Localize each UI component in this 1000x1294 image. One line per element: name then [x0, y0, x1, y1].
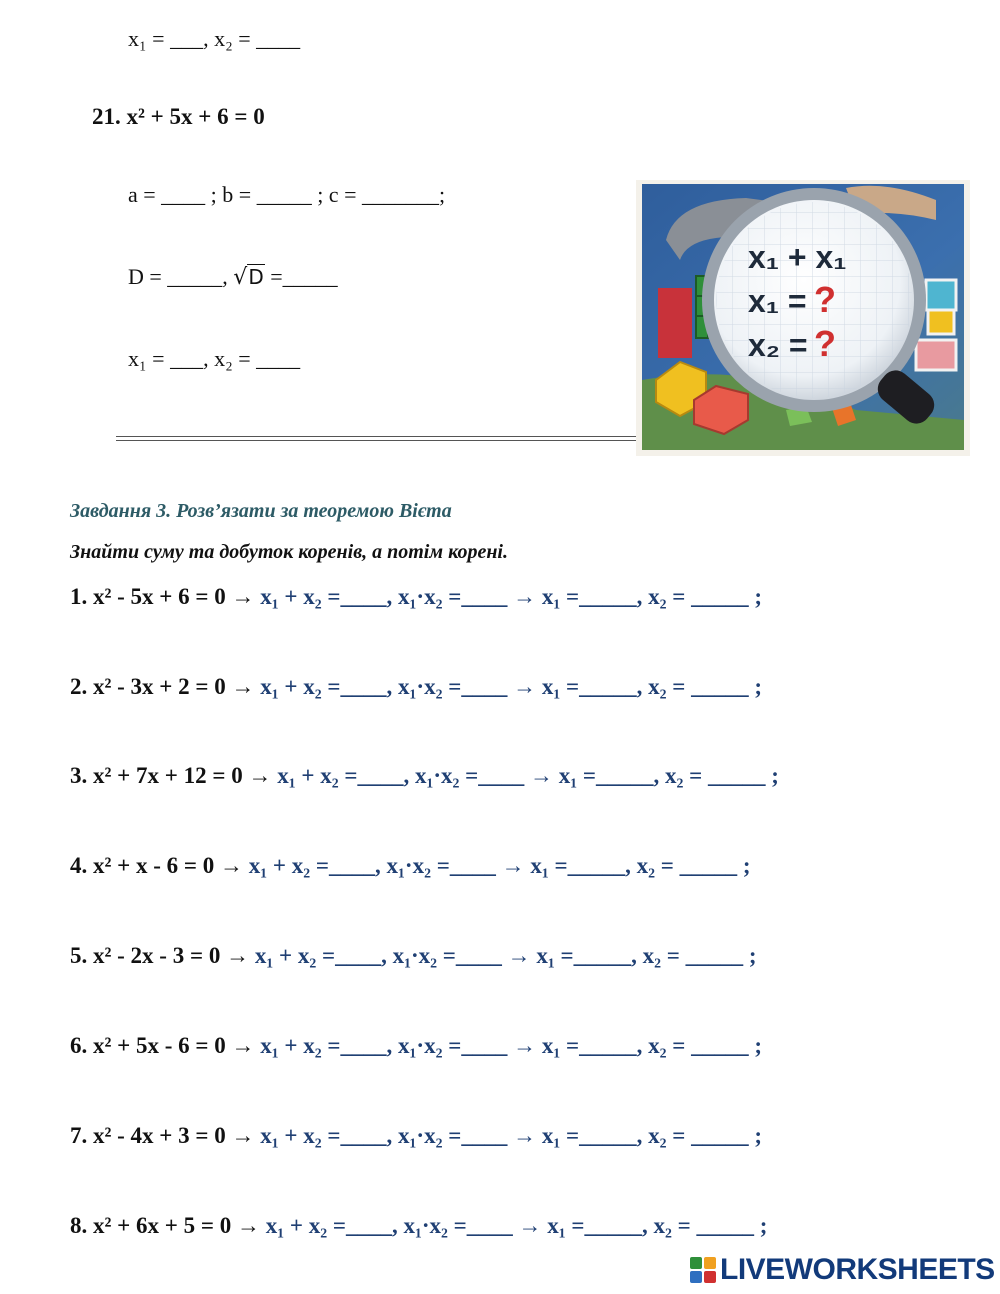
liveworksheets-logo-icon — [690, 1257, 716, 1283]
magnifier-illustration — [636, 180, 970, 456]
task-answer-blanks[interactable]: x₁ + x₂ =____, x₁·x₂ =____ → x₁ =_____, x₂ = _____ ; — [260, 1123, 763, 1148]
problem-21-title: 21. x² + 5x + 6 = 0 — [92, 104, 265, 129]
problem-21-roots: x₁ = ___, x₂ = ____ — [128, 346, 301, 371]
task-answer-blanks[interactable]: x₁ + x₂ =____, x₁·x₂ =____ → x₁ =_____, x₂ = _____ ; — [260, 584, 763, 609]
task-answer-blanks[interactable]: x₁ + x₂ =____, x₁·x₂ =____ → x₁ =_____, x₂ = _____ ; — [260, 674, 763, 699]
task-row — [70, 763, 779, 789]
task-equation: 8. x² + 6x + 5 = 0 → — [70, 1213, 266, 1238]
task-equation: 4. x² + x - 6 = 0 → — [70, 853, 249, 878]
sqrt-argument: D — [248, 265, 264, 289]
yellow-tile — [928, 310, 954, 334]
task-answer-blanks[interactable]: x₁ + x₂ =____, x₁·x₂ =____ → x₁ =_____, x₂ = _____ ; — [260, 1033, 763, 1058]
illustration-line-2: x₁ = — [748, 283, 807, 319]
question-mark-1: ? — [814, 279, 836, 320]
task-equation: 3. x² + 7x + 12 = 0 → — [70, 763, 278, 788]
discriminant-label: D = _____, — [128, 264, 228, 289]
task-row — [70, 1213, 767, 1239]
sqrt-answer-blank: =_____ — [264, 264, 338, 289]
task-row — [70, 943, 757, 969]
task-answer-blanks[interactable]: x₁ + x₂ =____, x₁·x₂ =____ → x₁ =_____, x₂ = _____ ; — [248, 853, 751, 878]
problem-21-coefficients: a = ____ ; b = _____ ; c = _______; — [128, 182, 446, 207]
task-row — [70, 1033, 762, 1059]
task-equation: 6. x² + 5x - 6 = 0 → — [70, 1033, 261, 1058]
liveworksheets-wordmark: LIVEWORKSHEETS — [720, 1253, 995, 1286]
task-row — [70, 1123, 762, 1149]
task-3-subheading: Знайти суму та добуток коренів, а потім корені. — [70, 541, 508, 563]
prev-roots-line: x₁ = ___, x₂ = ____ — [128, 26, 301, 51]
task-answer-blanks[interactable]: x₁ + x₂ =____, x₁·x₂ =____ → x₁ =_____, x₂ = _____ ; — [277, 763, 779, 788]
illustration-line-3: x₂ = — [748, 327, 808, 363]
task-answer-blanks[interactable]: x₁ + x₂ =____, x₁·x₂ =____ → x₁ =_____, x₂ = _____ ; — [265, 1213, 768, 1238]
task-equation: 5. x² - 2x - 3 = 0 → — [70, 943, 255, 968]
task-equation: 7. x² - 4x + 3 = 0 → — [70, 1123, 261, 1148]
task-row — [70, 584, 762, 610]
task-3-heading: Завдання 3. Розв’язати за теоремою Вієта — [70, 500, 452, 522]
task-equation: 2. x² - 3x + 2 = 0 → — [70, 674, 261, 699]
problem-21-discriminant — [128, 264, 338, 290]
blue-tile — [926, 280, 956, 310]
section-divider — [116, 436, 636, 441]
liveworksheets-logo[interactable] — [690, 1252, 995, 1288]
task-row — [70, 674, 762, 700]
task-row — [70, 853, 751, 879]
question-mark-2: ? — [814, 323, 836, 364]
task-answer-blanks[interactable]: x₁ + x₂ =____, x₁·x₂ =____ → x₁ =_____, x₂ = _____ ; — [254, 943, 757, 968]
task-equation: 1. x² - 5x + 6 = 0 → — [70, 584, 261, 609]
sqrt-d — [233, 264, 264, 290]
red-book — [658, 288, 692, 358]
illustration-line-1: x₁ + x₁ — [748, 239, 847, 275]
sqrt-symbol: √ — [233, 265, 248, 290]
pink-eraser — [916, 340, 956, 370]
